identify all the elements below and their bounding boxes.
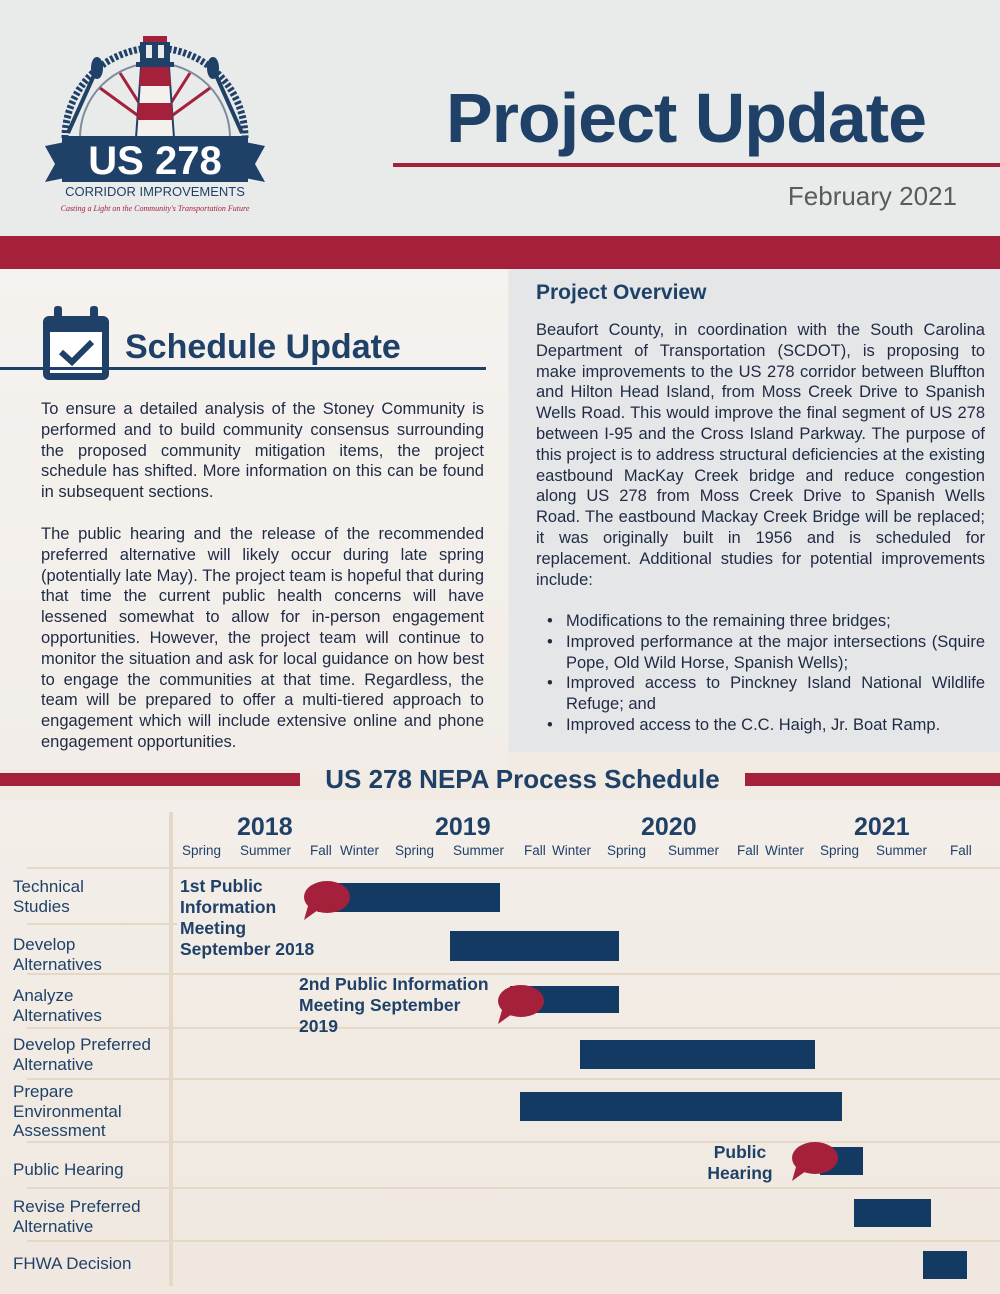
row-divider: [27, 1187, 1000, 1189]
task-label-technical-studies: Technical Studies: [13, 877, 84, 916]
row-divider: [27, 1027, 1000, 1029]
year-label: 2019: [435, 813, 491, 841]
project-overview-text: Beaufort County, in coordination with the South Carolina Department of Transportation (SCDOT), is proposing to make improvements to the US 278 corridor between Bluffton and Hilton Head Island, from Moss Creek Drive to Spanish Wells Road. This would improve the final segment of US 278 between I-95 and the Cross Island Parkway. The purpose of this project is to address structural deficiencies at the existing eastbound MacKay Creek bridge and reduce congestion along US 278 from Moss Creek Drive to Spanish Wells Road. The eastbound Mackay Creek Bridge will be replaced; it was originally built in 1956 and is scheduled for replacement. Additional studies for potential improvements include:: [536, 321, 985, 589]
logo-tagline: Casting a Light on the Community's Transportation Future: [60, 204, 250, 213]
bar-revise-preferred-alternative: [854, 1199, 931, 1227]
season-label: Fall: [737, 843, 759, 858]
row-divider: [27, 1141, 1000, 1143]
nepa-title-rule-right: [745, 773, 1000, 786]
season-label: Winter: [340, 843, 380, 858]
bar-develop-alternatives: [450, 931, 619, 961]
us278-logo: [40, 28, 270, 228]
milestone-1st-public-information-meeting: 1st Public Information Meeting September 2018: [180, 876, 315, 959]
list-item: • Improved access to the C.C. Haigh, Jr. Boat Ramp.: [536, 715, 985, 736]
title-underline: [393, 163, 1000, 167]
schedule-paragraph-1: To ensure a detailed analysis of the Stoney Community is performed and to build community consensus surrounding the proposed community mitigation items, the project schedule has shifted. More information on this can be found in subsequent sections.: [41, 400, 484, 502]
season-label: Summer: [876, 843, 928, 858]
year-label: 2020: [641, 813, 697, 841]
nepa-schedule-title: US 278 NEPA Process Schedule: [325, 764, 720, 794]
issue-date: February 2021: [787, 181, 957, 211]
season-label: Fall: [310, 843, 332, 858]
season-label: Summer: [453, 843, 505, 858]
season-label: Fall: [950, 843, 972, 858]
season-label: Winter: [552, 843, 592, 858]
row-divider: [27, 1078, 1000, 1080]
bar-prepare-environmental-assessment: [520, 1092, 842, 1121]
season-label: Spring: [182, 843, 222, 858]
page-title: Project Update: [446, 79, 926, 157]
task-label-fhwa-decision: FHWA Decision: [13, 1254, 132, 1273]
schedule-update-title: Schedule Update: [125, 328, 401, 366]
task-label-public-hearing: Public Hearing: [13, 1160, 124, 1179]
list-item: • Improved performance at the major intersections (Squire Pope, Old Wild Horse, Spanish Wells);: [536, 632, 985, 674]
row-divider: [27, 923, 177, 925]
task-label-analyze-alternatives: Analyze Alternatives: [13, 986, 102, 1025]
season-label: Spring: [820, 843, 860, 858]
calendar-check-icon: [40, 304, 112, 384]
logo-main-text: US 278: [88, 139, 222, 183]
season-label: Fall: [524, 843, 546, 858]
season-label: Summer: [668, 843, 720, 858]
speech-bubble-icon: [790, 1141, 840, 1183]
project-overview-title: Project Overview: [536, 281, 707, 304]
nepa-title-rule-left: [0, 773, 300, 786]
speech-bubble-icon: [496, 984, 546, 1026]
list-item: • Improved access to Pinckney Island National Wildlife Refuge; and: [536, 673, 985, 715]
list-item: • Modifications to the remaining three bridges;: [536, 611, 985, 632]
year-label: 2018: [237, 813, 293, 841]
task-label-develop-preferred-alternative: Develop Preferred Alternative: [13, 1035, 151, 1074]
task-label-prepare-environmental-assessment: Prepare Environmental Assessment: [13, 1082, 122, 1140]
row-divider: [27, 973, 1000, 975]
project-overview-bullets: [536, 611, 985, 736]
logo-sub-text: CORRIDOR IMPROVEMENTS: [65, 184, 245, 199]
year-label: 2021: [854, 813, 910, 841]
task-label-develop-alternatives: Develop Alternatives: [13, 935, 102, 974]
task-label-revise-preferred-alternative: Revise Preferred Alternative: [13, 1197, 141, 1236]
season-label: Spring: [607, 843, 647, 858]
schedule-paragraph-2: The public hearing and the release of the recommended preferred alternative will likely occur during late spring (potentially late May). The project team is hopeful that during that time the current public health concerns will have lessened somewhat to allow for in-person engagement opportunities. However, the project team will continue to monitor the situation and ask for local guidance on how best to engage the communities at that time. Regardless, the team will be prepared to offer a multi-tiered approach to engagement which will include extensive online and phone engagement opportunities.: [41, 525, 484, 751]
milestone-2nd-public-information-meeting: 2nd Public Information Meeting September 2019: [299, 974, 489, 1036]
row-divider: [27, 1240, 1000, 1242]
bar-fhwa-decision: [923, 1251, 967, 1279]
milestone-public-hearing: Public Hearing: [707, 1142, 773, 1183]
bar-develop-preferred-alternative: [580, 1040, 815, 1069]
schedule-update-rule: [0, 367, 486, 370]
season-label: Winter: [765, 843, 805, 858]
season-label: Summer: [240, 843, 292, 858]
header-red-band: [0, 236, 1000, 269]
header-divider: [27, 867, 1000, 869]
season-label: Spring: [395, 843, 435, 858]
